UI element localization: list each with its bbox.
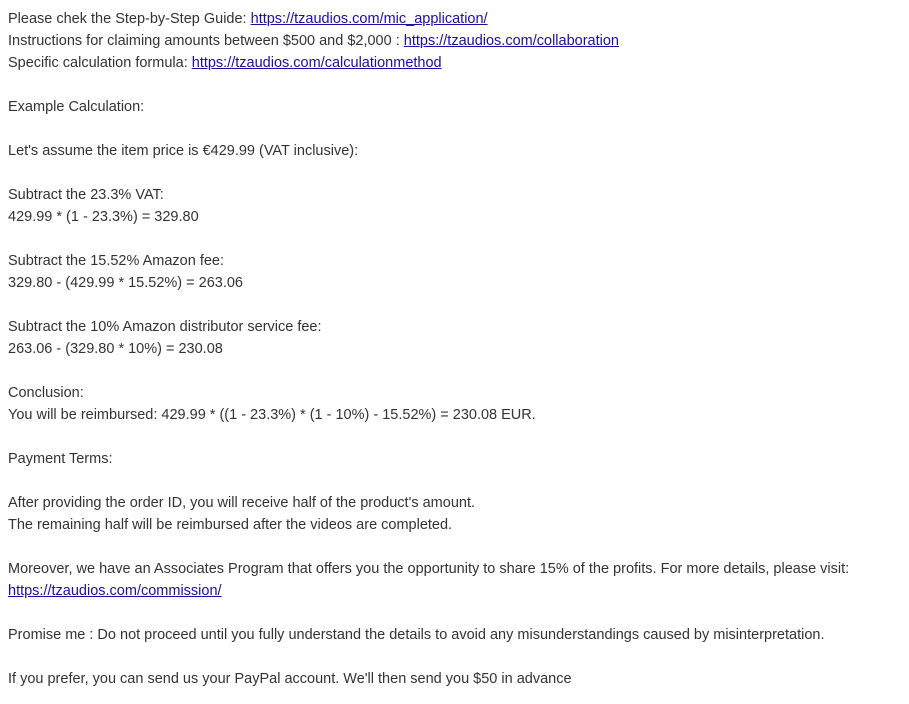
payment-terms-heading: Payment Terms: bbox=[8, 451, 113, 467]
distributor-fee-label: Subtract the 10% Amazon distributor service fee: bbox=[8, 319, 322, 335]
instructions-line bbox=[8, 30, 901, 52]
formula-link[interactable]: https://tzaudios.com/calculationmethod bbox=[191, 55, 442, 71]
instructions-link[interactable]: https://tzaudios.com/collaboration bbox=[403, 33, 619, 49]
paypal-text: If you prefer, you can send us your PayPal account. We'll then send you $50 in advance bbox=[8, 671, 572, 687]
guide-link[interactable]: https://tzaudios.com/mic_application/ bbox=[250, 11, 488, 27]
spacer bbox=[8, 602, 901, 624]
example-heading: Example Calculation: bbox=[8, 99, 145, 115]
spacer bbox=[8, 118, 901, 140]
distributor-fee-calc: 263.06 - (329.80 * 10%) = 230.08 bbox=[8, 341, 223, 357]
spacer bbox=[8, 646, 901, 668]
guide-line bbox=[8, 8, 901, 30]
associates-text: Moreover, we have an Associates Program that offers you the opportunity to share 15% of the profits. For more details, please visit: bbox=[8, 561, 850, 577]
instructions-label: Instructions for claiming amounts between $500 and $2,000 : bbox=[8, 33, 404, 49]
spacer bbox=[8, 162, 901, 184]
spacer bbox=[8, 470, 901, 492]
spacer bbox=[8, 360, 901, 382]
vat-label: Subtract the 23.3% VAT: bbox=[8, 187, 164, 203]
payment-terms-line-2: The remaining half will be reimbursed after the videos are completed. bbox=[8, 517, 453, 533]
payment-terms-line-1: After providing the order ID, you will receive half of the product's amount. bbox=[8, 495, 476, 511]
spacer bbox=[8, 74, 901, 96]
formula-label: Specific calculation formula: bbox=[8, 55, 192, 71]
guide-label: Please chek the Step-by-Step Guide: bbox=[8, 11, 251, 27]
promise-text: Promise me : Do not proceed until you fully understand the details to avoid any misunderstandings caused by misinterpretation. bbox=[8, 627, 825, 643]
associates-link[interactable]: https://tzaudios.com/commission/ bbox=[8, 583, 222, 599]
assumption-text: Let's assume the item price is €429.99 (VAT inclusive): bbox=[8, 143, 359, 159]
amazon-fee-label: Subtract the 15.52% Amazon fee: bbox=[8, 253, 225, 269]
associates-link-line bbox=[8, 580, 901, 602]
formula-line bbox=[8, 52, 901, 74]
spacer bbox=[8, 536, 901, 558]
spacer bbox=[8, 228, 901, 250]
spacer bbox=[8, 426, 901, 448]
amazon-fee-calc: 329.80 - (429.99 * 15.52%) = 263.06 bbox=[8, 275, 243, 291]
spacer bbox=[8, 294, 901, 316]
conclusion-label: Conclusion: bbox=[8, 385, 84, 401]
vat-calc: 429.99 * (1 - 23.3%) = 329.80 bbox=[8, 209, 199, 225]
conclusion-text: You will be reimbursed: 429.99 * ((1 - 23.3%) * (1 - 10%) - 15.52%) = 230.08 EUR. bbox=[8, 407, 536, 423]
